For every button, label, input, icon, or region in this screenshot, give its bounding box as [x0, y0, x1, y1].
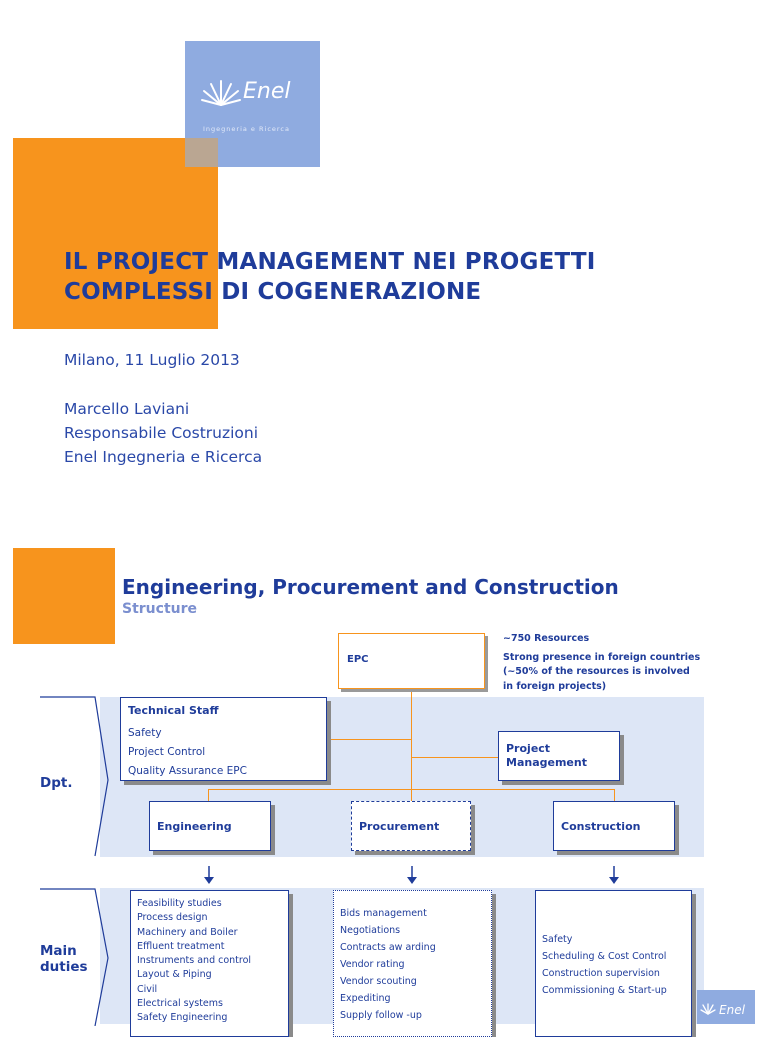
epc-label: EPC: [347, 654, 369, 665]
presentation-date: Milano, 11 Luglio 2013: [64, 351, 240, 369]
construction-duties-list: [542, 931, 667, 999]
epc-note-line-4: in foreign projects): [503, 680, 607, 692]
duty-item: Negotiations: [340, 925, 401, 936]
slide-title: Engineering, Procurement and Construction: [122, 575, 619, 599]
technical-staff-title: Technical Staff: [128, 704, 219, 717]
technical-staff-items: [128, 724, 247, 781]
down-arrow-icon: [605, 866, 623, 886]
connector-technical-staff: [325, 739, 411, 740]
dpt-label: Dpt.: [40, 775, 73, 791]
duty-item: Vendor rating: [340, 959, 405, 970]
title-line-2: COMPLESSI DI COGENERAZIONE: [64, 279, 482, 305]
project-management-label-line-1: Project: [506, 742, 551, 755]
engineering-duties-box: [130, 890, 289, 1037]
enel-logo-small: [697, 990, 755, 1024]
orange-accent-block-2: [13, 548, 115, 644]
connector-epc-vertical: [411, 688, 412, 789]
epc-note-resources: ~750 Resources: [503, 633, 590, 644]
duty-item: Safety Engineering: [137, 1012, 228, 1024]
enel-logo-text: Enel: [243, 79, 291, 104]
epc-note-line-2: Strong presence in foreign countries: [503, 651, 701, 663]
epc-box: [338, 633, 485, 689]
procurement-label: Procurement: [359, 820, 440, 833]
technical-staff-item: Safety: [128, 727, 162, 739]
technical-staff-item: Project Control: [128, 746, 206, 758]
duty-item: Commissioning & Start-up: [542, 985, 667, 996]
presentation-title: [64, 247, 744, 307]
engineering-box: [149, 801, 271, 851]
procurement-duties-list: [340, 905, 436, 1024]
duty-item: Machinery and Boiler: [137, 926, 238, 938]
duty-item: Expediting: [340, 993, 391, 1004]
construction-label: Construction: [561, 820, 641, 833]
duty-item: Process design: [137, 912, 208, 924]
duty-item: Safety: [542, 934, 573, 945]
duty-item: Bids management: [340, 908, 427, 919]
main-duties-label: [40, 943, 88, 975]
slide-subtitle: Structure: [122, 601, 198, 617]
connector-project-management: [411, 757, 498, 758]
enel-flower-icon: [700, 1002, 716, 1016]
connector-construction: [614, 789, 615, 801]
connector-procurement: [411, 789, 412, 801]
connector-engineering: [208, 789, 209, 801]
accent-overlap: [185, 138, 218, 167]
main-duties-label-line-2: duties: [40, 959, 88, 975]
duty-item: Feasibility studies: [137, 898, 222, 909]
section-brackets: [40, 696, 120, 1026]
procurement-box: [351, 801, 471, 851]
technical-staff-box: [120, 697, 327, 781]
main-duties-label-line-1: Main: [40, 943, 77, 959]
project-management-box: [498, 731, 620, 781]
duty-item: Effluent treatment: [137, 940, 225, 952]
duty-item: Instruments and control: [137, 955, 252, 967]
technical-staff-item: Quality Assurance EPC: [128, 765, 247, 777]
procurement-duties-box: [333, 890, 492, 1037]
construction-duties-box: [535, 890, 692, 1037]
duty-item: Supply follow -up: [340, 1010, 422, 1021]
enel-logo-small-text: Enel: [719, 1003, 745, 1017]
presenter-organization: Enel Ingegneria e Ricerca: [64, 448, 263, 466]
presenter-role: Responsabile Costruzioni: [64, 424, 259, 442]
project-management-label-line-2: Management: [506, 756, 587, 769]
presenter-name: Marcello Laviani: [64, 400, 190, 418]
title-line-1: IL PROJECT MANAGEMENT NEI PROGETTI: [64, 249, 596, 275]
duty-item: Electrical systems: [137, 998, 223, 1010]
construction-box: [553, 801, 675, 851]
duty-item: Construction supervision: [542, 968, 660, 979]
enel-flower-icon: [199, 75, 243, 111]
down-arrow-icon: [200, 866, 218, 886]
duty-item: Layout & Piping: [137, 969, 212, 981]
engineering-duties-list: [137, 897, 251, 1026]
engineering-label: Engineering: [157, 820, 232, 833]
epc-note-line-3: (~50% of the resources is involved: [503, 666, 690, 677]
epc-note: [503, 632, 700, 694]
duty-item: Vendor scouting: [340, 976, 417, 987]
duty-item: Contracts aw arding: [340, 942, 436, 953]
down-arrow-icon: [403, 866, 421, 886]
project-management-label: [506, 742, 587, 770]
enel-logo-subtext: Ingegneria e Ricerca: [203, 125, 290, 133]
duty-item: Civil: [137, 983, 158, 995]
duty-item: Scheduling & Cost Control: [542, 951, 667, 962]
